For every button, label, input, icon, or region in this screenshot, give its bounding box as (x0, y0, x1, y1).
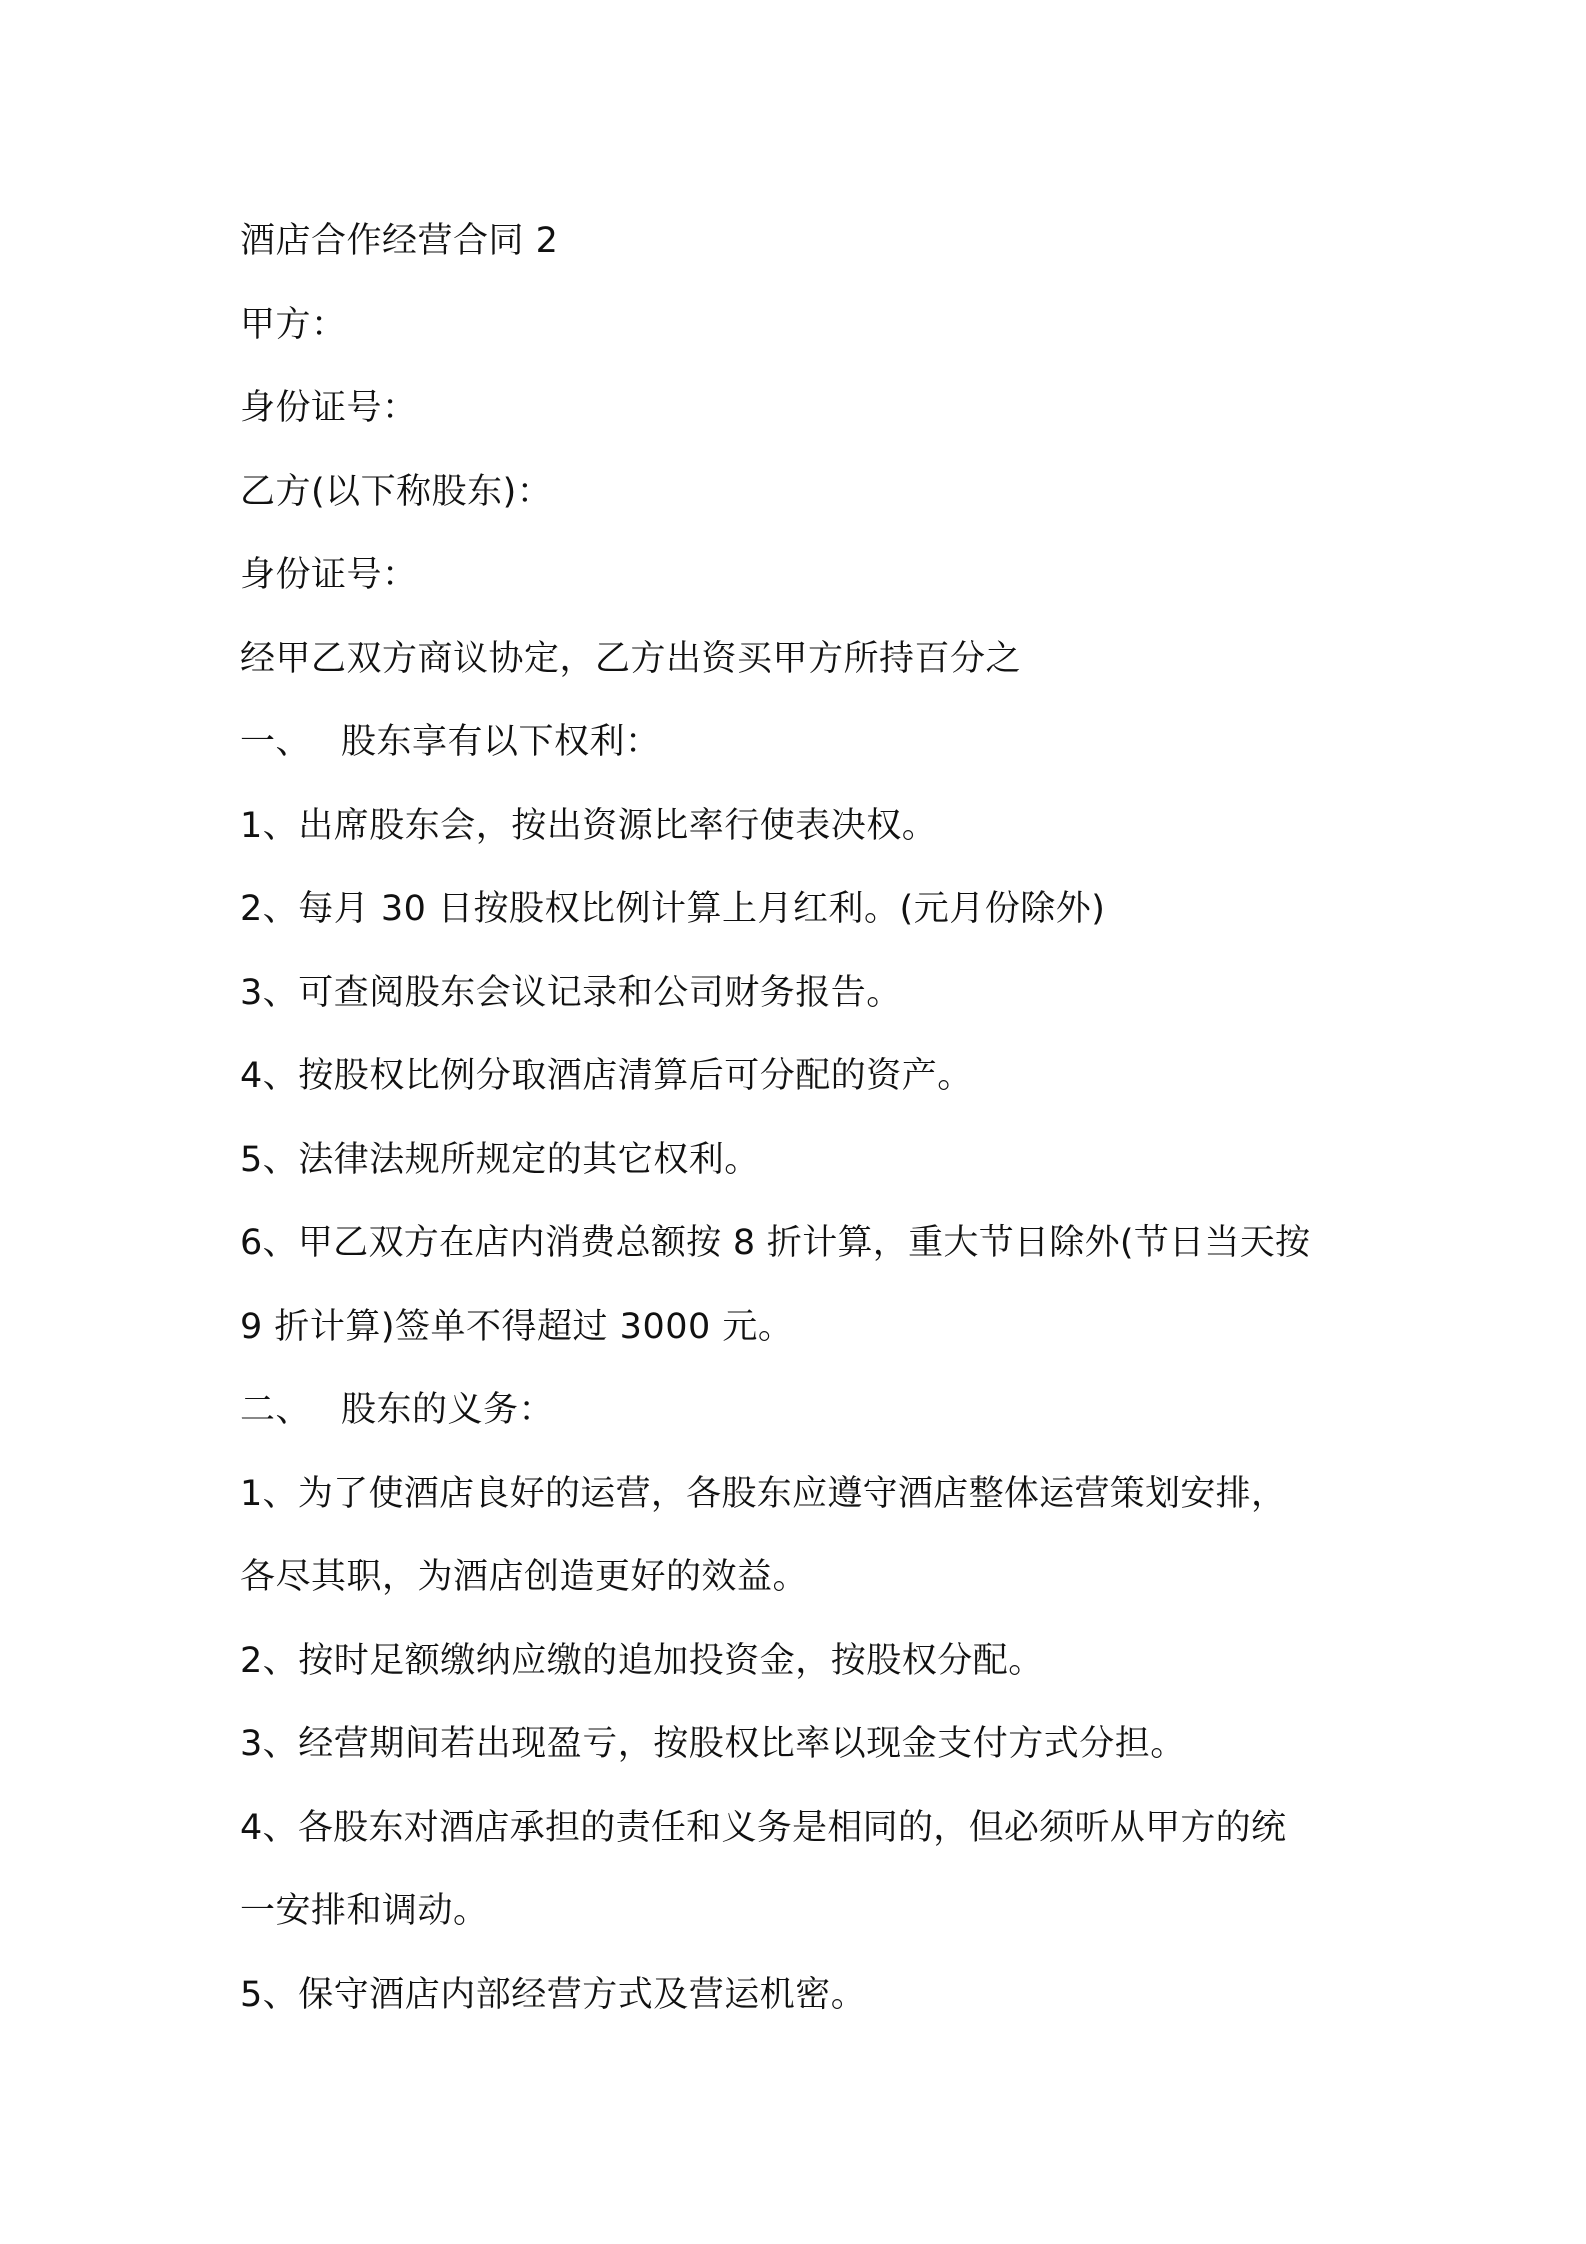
section-1-item: 3、可查阅股东会议记录和公司财务报告。 (240, 972, 902, 1013)
section-2-item: 2、按时足额缴纳应缴的追加投资金，按股权分配。 (240, 1640, 1044, 1681)
section-1-title: 股东享有以下权利： (341, 722, 661, 762)
id-a-label: 身份证号： (240, 388, 418, 428)
section-1-item: 6、甲乙双方在店内消费总额按 8 折计算，重大节日除外(节日当天按 (240, 1223, 1311, 1263)
intro-text: 经甲乙双方商议协定，乙方出资买甲方所持百分之 (240, 638, 1022, 679)
section-2-number: 二、 (240, 1390, 312, 1430)
section-2-item: 4、各股东对酒店承担的责任和义务是相同的，但必须听从甲方的统 (240, 1807, 1287, 1848)
section-1-heading (240, 701, 1380, 785)
id-b-label: 身份证号： (240, 555, 418, 595)
section-1-item: 1、出席股东会，按出资源比率行使表决权。 (240, 805, 938, 846)
section-1-item-continuation: 9 折计算)签单不得超过 3000 元。 (240, 1306, 794, 1347)
section-1-number: 一、 (240, 722, 312, 762)
document-title: 酒店合作经营合同 2 (240, 221, 559, 261)
section-1-item: 2、每月 30 日按股权比例计算上月红利。(元月份除外) (240, 889, 1106, 929)
section-2-item-continuation: 一安排和调动。 (240, 1891, 489, 1931)
section-2-title: 股东的义务： (341, 1390, 555, 1430)
section-2-item-continuation: 各尽其职，为酒店创造更好的效益。 (240, 1557, 809, 1597)
document-body (240, 200, 1380, 2037)
section-1-item: 5、法律法规所规定的其它权利。 (240, 1139, 760, 1180)
section-2-item: 5、保守酒店内部经营方式及营运机密。 (240, 1974, 867, 2015)
section-2-item: 1、为了使酒店良好的运营，各股东应遵守酒店整体运营策划安排， (240, 1473, 1287, 1514)
section-2-item: 3、经营期间若出现盈亏，按股权比率以现金支付方式分担。 (240, 1724, 1186, 1764)
party-a-label: 甲方： (240, 304, 347, 345)
party-b-label: 乙方(以下称股东)： (240, 471, 553, 512)
section-2-heading (240, 1369, 1380, 1453)
section-1-item: 4、按股权比例分取酒店清算后可分配的资产。 (240, 1056, 973, 1096)
